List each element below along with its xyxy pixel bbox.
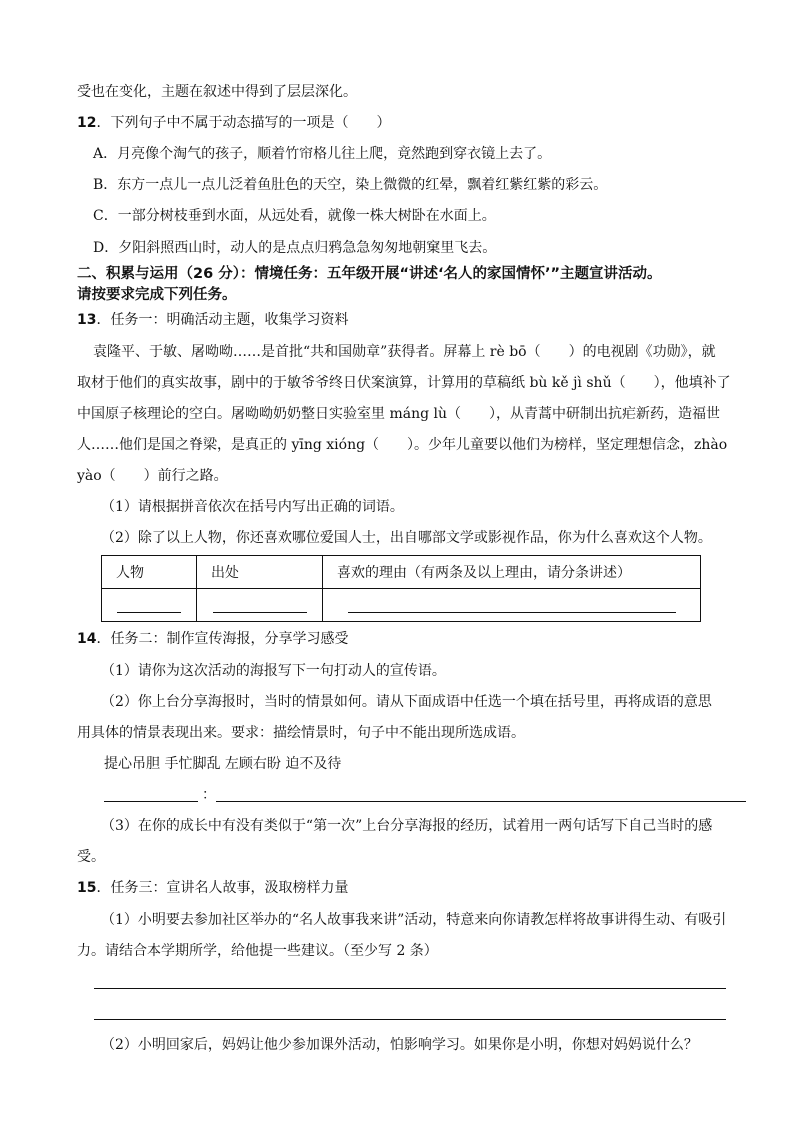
- answer-line[interactable]: [94, 988, 726, 989]
- q14-sub3-line2: 受。: [77, 849, 105, 865]
- idiom-blank[interactable]: [104, 801, 198, 802]
- q12-stem-text: ．下列句子中不属于动态描写的一项是（ ）: [96, 115, 391, 131]
- answer-table-header-row: [102, 556, 701, 589]
- q12-option-b: B．东方一点儿一点儿泛着鱼肚色的天空，染上微微的红晕，飘着红紫红紫的彩云。: [93, 177, 608, 193]
- q12-option-c: C．一部分树枝垂到水面，从远处看，就像一株大树卧在水面上。: [93, 208, 496, 224]
- q13-sub2: （2）除了以上人物，你还喜欢哪位爱国人士，出自哪部文学或影视作品，你为什么喜欢这个人物。: [101, 530, 712, 546]
- q13-title-text: ．任务一：明确活动主题，收集学习资料: [96, 312, 349, 328]
- q15-sub2: （2）小明回家后，妈妈让他少参加课外活动，怕影响学习。如果你是小明，你想对妈妈说什么？: [101, 1037, 698, 1053]
- q14-idioms: 提心吊胆 手忙脚乱 左顾右盼 迫不及待: [104, 756, 342, 772]
- answer-table: [101, 555, 701, 622]
- source-cell: [197, 589, 323, 622]
- answer-line[interactable]: [94, 1019, 726, 1020]
- intro-line: 受也在变化，主题在叙述中得到了层层深化。: [77, 84, 357, 100]
- q12-stem: [77, 114, 390, 132]
- q15-title: [77, 879, 348, 897]
- q13-passage-line: 中国原子核理论的空白。屠呦呦奶奶整日实验室里 máng lù（ ），从青蒿中研制出抗疟新药，造福世: [77, 406, 720, 422]
- q15-sub1-line2: 力。请结合本学期所学，给他提一些建议。（至少写 2 条）: [77, 943, 438, 959]
- q14-sub3-line1: （3）在你的成长中有没有类似于“第一次”上台分享海报的经历，试着用一两句话写下自己当时的感: [101, 818, 713, 834]
- q12-option-d: D．夕阳斜照西山时，动人的是点点归鸦急急匆匆地朝窠里飞去。: [93, 240, 497, 256]
- q12-number: 12: [77, 115, 97, 131]
- q13-passage-line: yào（ ）前行之路。: [77, 468, 228, 484]
- q14-sub2-line1: （2）你上台分享海报时，当时的情景如何。请从下面成语中任选一个填在括号里，再将成语的意思: [101, 694, 712, 710]
- q13-title: [77, 311, 348, 329]
- header-person: 人物: [102, 556, 197, 589]
- q12-option-a: A．月亮像个淘气的孩子，顺着竹帘格儿往上爬，竟然跑到穿衣镜上去了。: [93, 146, 552, 162]
- q13-passage-line: 取材于他们的真实故事，剧中的于敏爷爷终日伏案演算，计算用的草稿纸 bù kě jì shǔ（ ），他填补了: [77, 375, 731, 391]
- scene-answer-line[interactable]: [216, 801, 746, 802]
- q14-sub2-line2: 用具体的情景表现出来。要求：描绘情景时，句子中不能出现所选成语。: [77, 725, 525, 741]
- q14-number: 14: [77, 631, 97, 647]
- q14-title-text: ．任务二：制作宣传海报，分享学习感受: [96, 631, 349, 647]
- q15-sub1-line1: （1）小明要去参加社区举办的“名人故事我来讲”活动，特意来向你请教怎样将故事讲得生动、有吸引: [101, 912, 727, 928]
- source-blank[interactable]: [213, 598, 307, 613]
- person-blank[interactable]: [117, 598, 181, 613]
- q14-title: [77, 630, 348, 648]
- q13-number: 13: [77, 312, 97, 328]
- q15-number: 15: [77, 880, 97, 896]
- q13-passage-line: 袁隆平、于敏、屠呦呦……是首批“共和国勋章”获得者。屏幕上 rè bō（ ）的电视剧《功勋》，就: [93, 344, 716, 360]
- header-reason: 喜欢的理由（有两条及以上理由，请分条讲述）: [323, 556, 701, 589]
- reason-blank[interactable]: [348, 598, 676, 613]
- answer-table-row: [102, 589, 701, 622]
- q13-sub1: （1）请根据拼音依次在括号内写出正确的词语。: [101, 499, 404, 515]
- q13-passage-line: 人……他们是国之脊梁，是真正的 yīng xióng（ ）。少年儿童要以他们为榜样，坚定理想信念，zhào: [77, 437, 728, 453]
- reason-cell: [323, 589, 701, 622]
- section2-heading-line2: 请按要求完成下列任务。: [77, 287, 237, 303]
- q14-sub1: （1）请你为这次活动的海报写下一句打动人的宣传语。: [101, 663, 446, 679]
- person-cell: [102, 589, 197, 622]
- idiom-colon: ：: [202, 787, 216, 803]
- q15-title-text: ．任务三：宣讲名人故事，汲取榜样力量: [96, 880, 349, 896]
- section2-heading-line1: 二、积累与运用（26 分）：情境任务：五年级开展“讲述‘名人的家国情怀’”主题宣讲活动。: [77, 266, 662, 282]
- header-source: 出处: [197, 556, 323, 589]
